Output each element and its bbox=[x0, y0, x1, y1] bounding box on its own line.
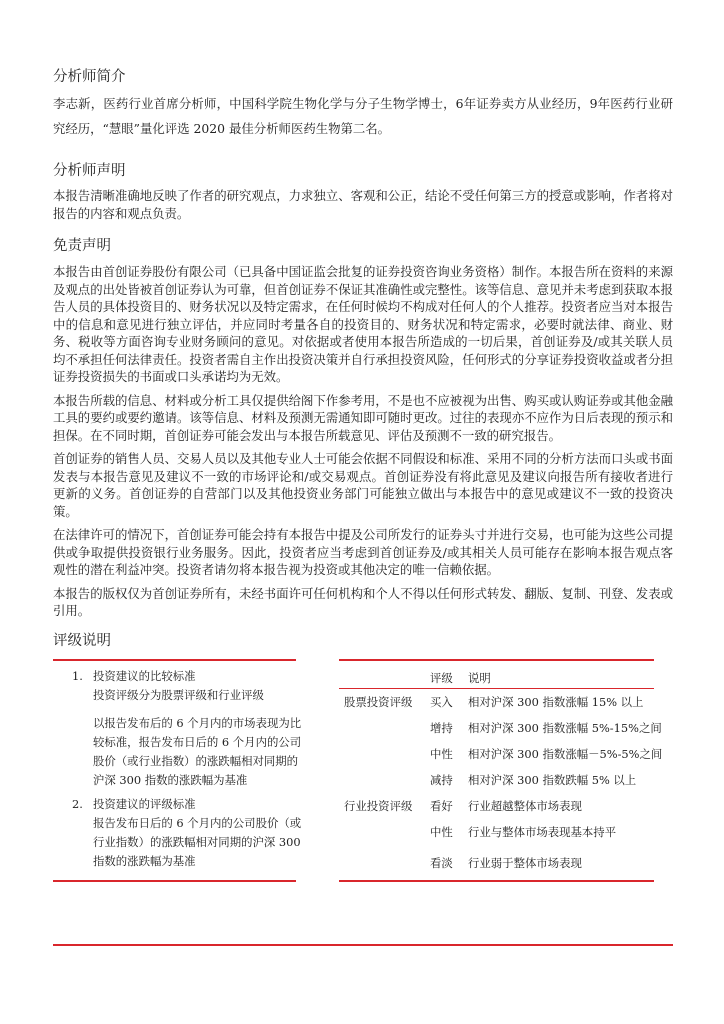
divider bbox=[339, 880, 654, 882]
item-text-line: 指数的涨跌幅为基准 bbox=[93, 853, 196, 868]
divider bbox=[53, 659, 296, 661]
item-text-line: 报告发布日后的 6 个月内的公司股价（或 bbox=[93, 815, 302, 830]
analyst-statement-heading: 分析师声明 bbox=[53, 163, 126, 179]
cell-rating: 减持 bbox=[430, 772, 453, 787]
cell-desc: 行业弱于整体市场表现 bbox=[468, 855, 582, 870]
cell-rating: 看淡 bbox=[430, 855, 453, 870]
item-title: 投资建议的比较标准 bbox=[93, 668, 196, 683]
footer-divider bbox=[53, 944, 673, 946]
item-text-line: 行业指数）的涨跌幅相对同期的沪深 300 bbox=[93, 834, 301, 849]
cell-desc: 相对沪深 300 指数涨幅 15% 以上 bbox=[468, 694, 644, 709]
cell-rating: 看好 bbox=[430, 798, 453, 813]
cell-desc: 行业与整体市场表现基本持平 bbox=[468, 824, 617, 839]
item-number: 1. bbox=[72, 668, 83, 683]
cell-desc: 相对沪深 300 指数涨幅－5%-5%之间 bbox=[468, 746, 663, 761]
analyst-statement-text: 本报告清晰准确地反映了作者的研究观点，力求独立、客观和公正，结论不受任何第三方的授意或影响，作者将对报告的内容和观点负责。 bbox=[53, 188, 673, 221]
disclaimer-heading: 免责声明 bbox=[53, 238, 111, 254]
analyst-intro-heading: 分析师简介 bbox=[53, 69, 126, 85]
cell-desc: 行业超越整体市场表现 bbox=[468, 798, 582, 813]
cell-rating: 增持 bbox=[430, 720, 453, 735]
cell-category: 股票投资评级 bbox=[344, 694, 413, 709]
item-text-line: 沪深 300 指数的涨跌幅为基准 bbox=[93, 772, 248, 787]
cell-rating: 买入 bbox=[430, 694, 453, 709]
cell-desc: 相对沪深 300 指数涨幅 5%-15%之间 bbox=[468, 720, 662, 735]
cell-category: 行业投资评级 bbox=[344, 798, 413, 813]
divider bbox=[339, 659, 654, 661]
item-title: 投资建议的评级标准 bbox=[93, 796, 196, 811]
header-rating: 评级 bbox=[430, 670, 453, 685]
item-subtitle: 投资评级分为股票评级和行业评级 bbox=[93, 687, 264, 702]
cell-desc: 相对沪深 300 指数跌幅 5% 以上 bbox=[468, 772, 637, 787]
cell-rating: 中性 bbox=[430, 824, 453, 839]
rating-heading: 评级说明 bbox=[53, 632, 111, 649]
item-number: 2. bbox=[72, 796, 83, 811]
rating-section bbox=[0, 632, 724, 892]
disclaimer-and-rating-flow bbox=[0, 263, 724, 892]
item-text-line: 股价（或行业指数）的涨跌幅相对同期的 bbox=[93, 753, 299, 768]
divider bbox=[339, 688, 654, 689]
analyst-intro-text: 李志新，医药行业首席分析师，中国科学院生物化学与分子生物学博士，6年证券卖方从业经历，9年医药行业研究经历，“慧眼”量化评选 2020 最佳分析师医药生物第二名。 bbox=[53, 96, 673, 136]
divider bbox=[53, 880, 296, 882]
item-text-line: 较标准，报告发布日后的 6 个月内的公司 bbox=[93, 734, 302, 749]
header-description: 说明 bbox=[468, 670, 491, 685]
cell-rating: 中性 bbox=[430, 746, 453, 761]
disclaimer-text: 本报告由首创证券股份有限公司（已具备中国证监会批复的证券投资咨询业务资格）制作。本报告所在资料的来源及观点的出处皆被首创证券认为可靠，但首创证券不保证其准确性或完整性。该等信息、意见并未考虑到获取本报告人员的具体投资目的、财务状况以及特定需求，在任何时候均不构成对任何人的个人推荐。投资者应当对本报告中的信息和意见进行独立评估，并应同时考量各自的投资目的、财务状况和特定需求，必要时就法律、商业、财务、税收等方面咨询专业财务顾问的意见。对依据或者使用本报告所造成的一切后果，首创证券及/或其关联人员均不承担任何法律责任。投资者需自主作出投资决策并自行承担投资风险，任何形式的分享证券投资收益或者分担证券投资损失的书面或口头承诺均为无效。 本报告所载的信息、材料或分析工具仅提供给阁下作参考用，不是也不应被视为出售、购买或认购证券或其他金融工具的要约或要约邀请。该等信息、材料及预测无需通知即可随时更改。过往的表现亦不应作为日后表现的预示和担保。在不同时期，首创证券可能会发出与本报告所载意见、评估及预测不一致的研究报告。 首创证券的销售人员、交易人员以及其他专业人士可能会依据不同假设和标准、采用不同的分析方法而口头或书面发表与本报告意见及建议不一致的市场评论和/或交易观点。首创证券没有将此意见及建议向报告所有接收者进行更新的义务。首创证券的自营部门以及其他投资业务部门可能独立做出与本报告中的意见或建议不一致的投资决策。 在法律许可的情况下，首创证券可能会持有本报告中提及公司所发行的证券头寸并进行交易，也可能为这些公司提供或争取提供投资银行业务服务。因此，投资者应当考虑到首创证券及/或其相关人员可能存在影响本报告观点客观性的潜在利益冲突。投资者请勿将本报告视为投资或其他决定的唯一信赖依据。 本报告的版权仅为首创证券所有，未经书面许可任何机构和个人不得以任何形式转发、翻版、复制、刊登、发表或引用。 bbox=[53, 264, 673, 618]
item-text-line: 以报告发布后的 6 个月内的市场表现为比 bbox=[93, 715, 302, 730]
